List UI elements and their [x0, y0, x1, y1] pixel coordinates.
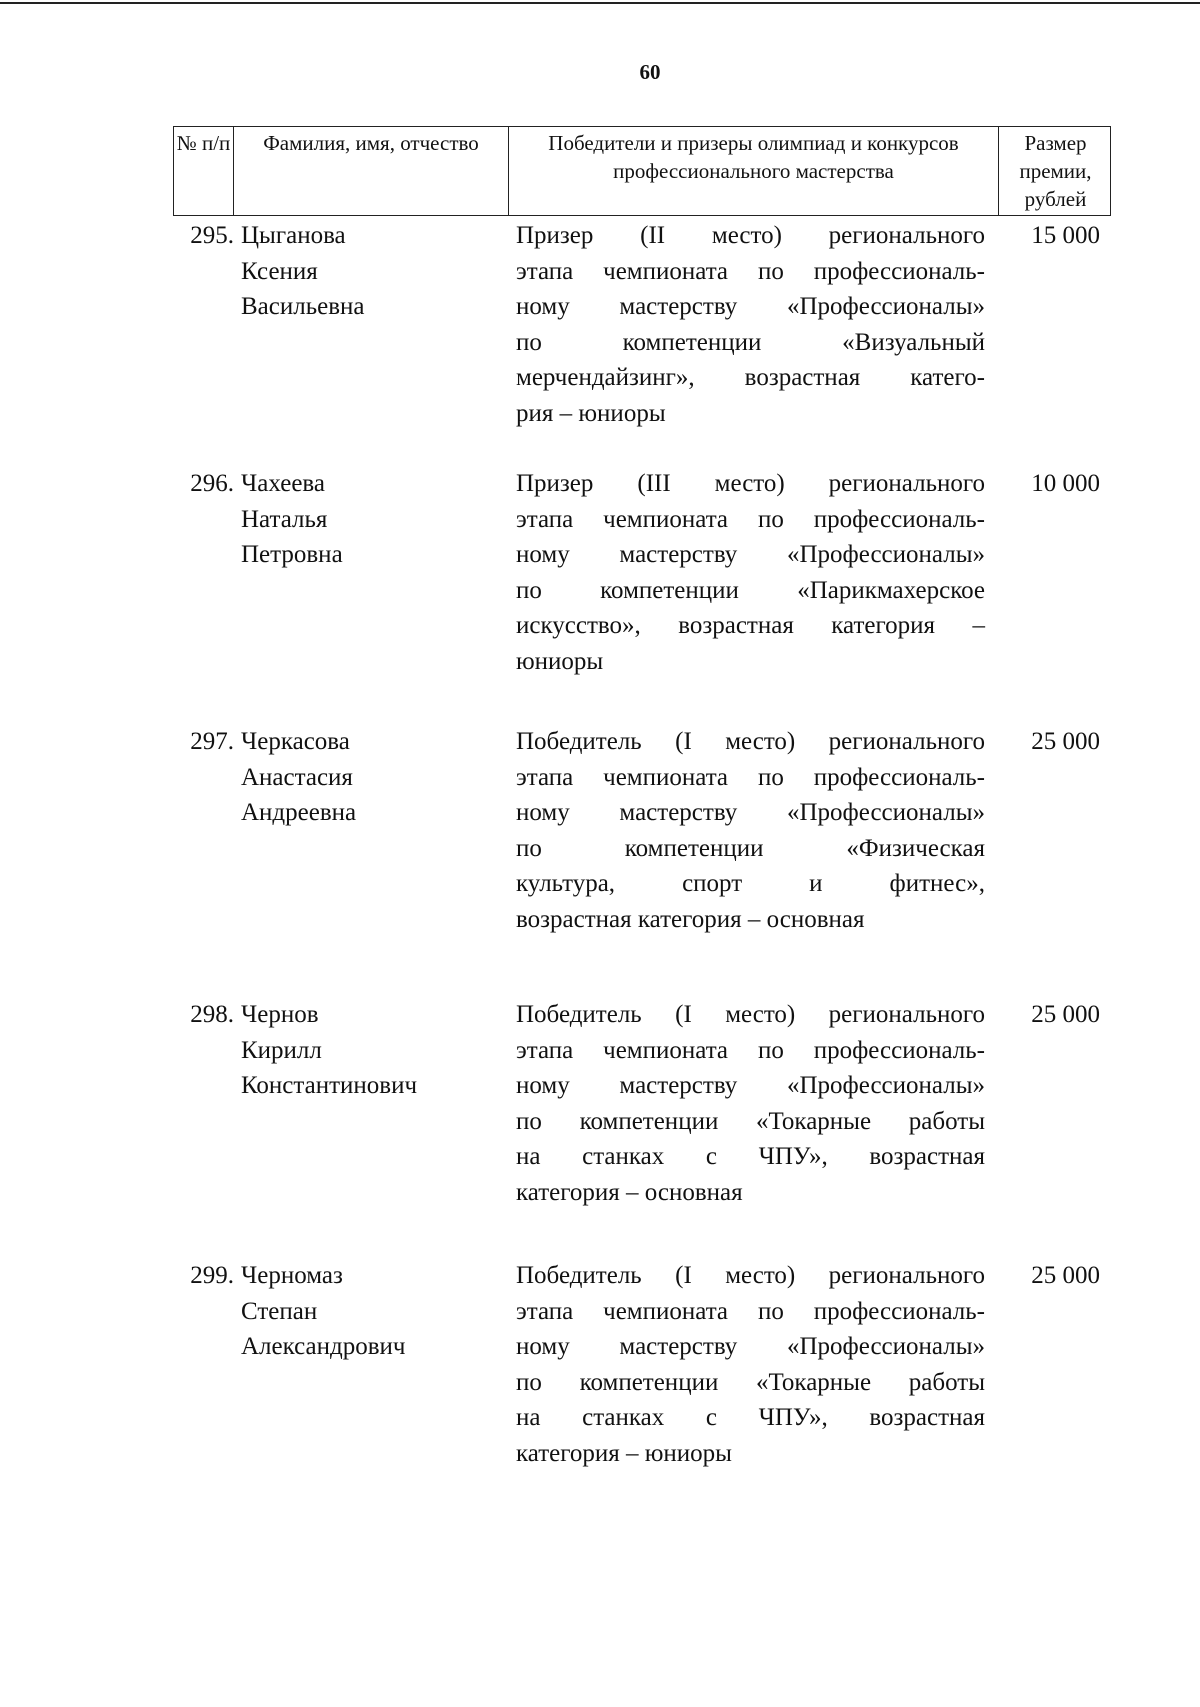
header-name: Фамилия, имя, отчество [233, 127, 508, 215]
description-line: мерчендайзинг», возрастная катего- [516, 364, 985, 391]
description-line: по компетенции «Визуальный [516, 328, 985, 356]
row-name [241, 1258, 501, 1365]
row-name [241, 218, 501, 325]
description-line: Призер (II место) регионального [516, 222, 985, 249]
page-number: 60 [639, 60, 661, 84]
name-line: Константинович [241, 1072, 418, 1099]
header-achievement: Победители и призеры олимпиад и конкурсов профессионального мастерства [508, 127, 998, 215]
description-line: ному мастерству «Профессионалы» [516, 799, 985, 826]
row-prize: 25 000 [1031, 1001, 1100, 1028]
description-line: на станках с ЧПУ», возрастная [516, 1404, 985, 1431]
name-line: Черномаз [241, 1262, 343, 1289]
description-line: категория – юниоры [516, 1439, 732, 1467]
name-line: Васильевна [241, 293, 365, 320]
row-description [516, 1258, 985, 1471]
name-line: Черкасова [241, 728, 350, 755]
row-description [516, 218, 985, 431]
row-number: 298. [190, 1001, 234, 1028]
name-line: Андреевна [241, 799, 357, 826]
description-line: этапа чемпионата по профессиональ- [516, 1297, 985, 1325]
description-line: ному мастерству «Профессионалы» [516, 1333, 985, 1360]
row-number: 296. [190, 470, 234, 497]
description-line: этапа чемпионата по профессиональ- [516, 763, 985, 791]
description-line: ному мастерству «Профессионалы» [516, 541, 985, 568]
row-number: 295. [190, 222, 234, 249]
row-number: 297. [190, 728, 234, 755]
description-line: культура, спорт и фитнес», [516, 870, 985, 897]
row-description [516, 997, 985, 1210]
description-line: Призер (III место) регионального [516, 470, 985, 497]
name-line: Ксения [241, 257, 318, 285]
description-line: по компетенции «Физическая [516, 834, 985, 862]
row-name [241, 997, 501, 1104]
table-header [173, 126, 1111, 216]
description-line: ному мастерству «Профессионалы» [516, 1072, 985, 1099]
description-line: юниоры [516, 647, 604, 675]
description-line: по компетенции «Токарные работы [516, 1107, 985, 1135]
name-line: Чахеева [241, 470, 325, 497]
description-line: Победитель (I место) регионального [516, 1001, 985, 1028]
description-line: ному мастерству «Профессионалы» [516, 293, 985, 320]
name-line: Наталья [241, 505, 328, 533]
row-description [516, 724, 985, 937]
row-name [241, 724, 501, 831]
row-prize: 15 000 [1031, 222, 1100, 249]
description-line: Победитель (I место) регионального [516, 728, 985, 755]
row-name [241, 466, 501, 573]
description-line: по компетенции «Токарные работы [516, 1368, 985, 1396]
header-number: № п/п [176, 131, 231, 155]
name-line: Анастасия [241, 763, 353, 791]
description-line: возрастная категория – основная [516, 905, 865, 933]
description-line: этапа чемпионата по профессиональ- [516, 1036, 985, 1064]
row-number: 299. [190, 1262, 234, 1289]
name-line: Цыганова [241, 222, 346, 249]
name-line: Чернов [241, 1001, 319, 1028]
row-prize: 10 000 [1031, 470, 1100, 497]
name-line: Александрович [241, 1333, 406, 1360]
description-line: на станках с ЧПУ», возрастная [516, 1143, 985, 1170]
description-line: этапа чемпионата по профессиональ- [516, 257, 985, 285]
row-prize: 25 000 [1031, 728, 1100, 755]
header-prize: Размер премии, рублей [998, 127, 1112, 215]
description-line: рия – юниоры [516, 399, 666, 427]
name-line: Степан [241, 1297, 318, 1325]
name-line: Кирилл [241, 1036, 322, 1064]
description-line: искусство», возрастная категория – [516, 612, 985, 639]
description-line: по компетенции «Парикмахерское [516, 576, 985, 604]
description-line: Победитель (I место) регионального [516, 1262, 985, 1289]
row-description [516, 466, 985, 679]
row-prize: 25 000 [1031, 1262, 1100, 1289]
description-line: категория – основная [516, 1178, 743, 1206]
description-line: этапа чемпионата по профессиональ- [516, 505, 985, 533]
name-line: Петровна [241, 541, 343, 568]
top-border-line [0, 2, 1200, 4]
